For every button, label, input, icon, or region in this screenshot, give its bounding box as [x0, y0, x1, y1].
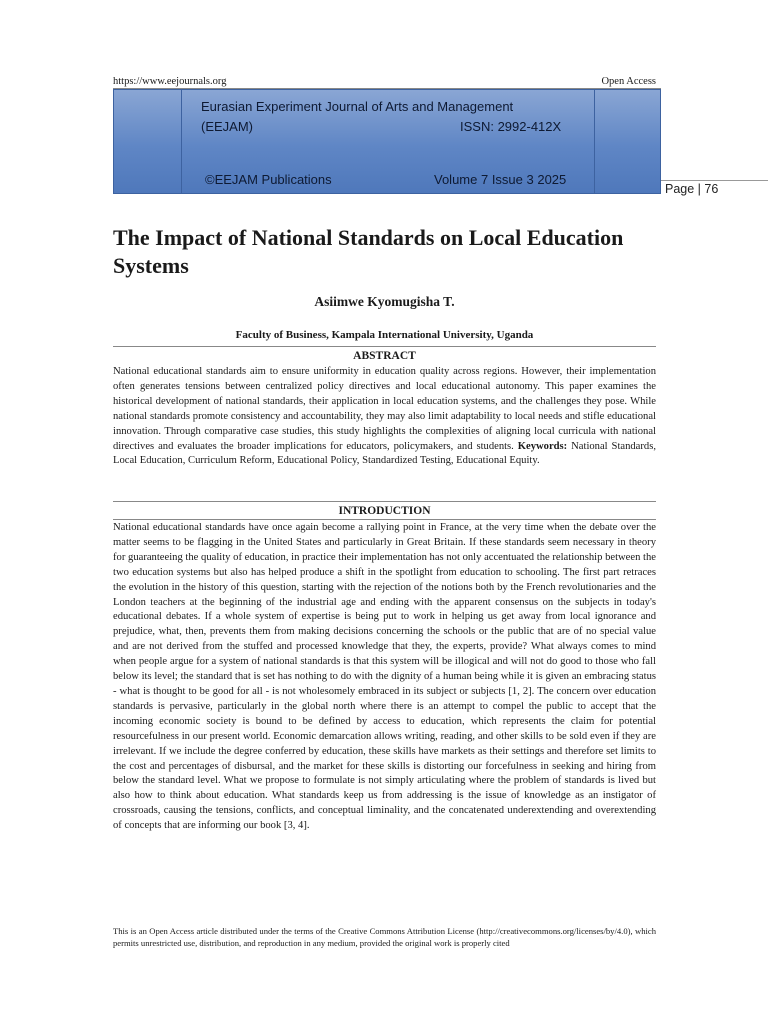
journal-banner [113, 89, 661, 194]
abstract-body [113, 365, 656, 469]
keywords-text: National Standards, Local Education, Curriculum Reform, Educational Policy, Standardized Testing, Educational Equity. [113, 440, 656, 467]
author-name: Asiimwe Kyomugisha T. [314, 294, 455, 309]
introduction-body: National educational standards have once again become a rallying point in France, at the very time when the debate over the matter seems to be flagging in the United States and particularly in Great Britain. If these standards seem necessary in theory for guaranteeing the quality of education, in practice their implementation has not only accentuated the relationship between the two education systems but also has helped produce a shift in the spotlight from education to schooling. The first part retraces the evolution in the history of this question, starting with the rejection of the notions both by the French revolutionaries and the London teachers at the beginning of the industrial age and ending with the apparent consensus on the subjects in today's educational debates. If a whole system of expertise is being put to work in helping us get away from local ignorance and prejudice, what, then, prevents them from making decisions concerning the schools or the public that are of no special value and are not derived from the stuffed and processed knowledge that they, the experts, provide? What always comes to mind when people argue for a system of national standards is that this system will be illogical and will not do good to those who fall below its level; the standard that is set has nothing to do with the dignity of a human being while it is given an embracing status - what is thought to be good for all - is not wholesomely embraced in its subject or subjects [1, 2]. The concern over education standards is pervasive, particularly in the global north where there is an attempt to compel the public to accept that the incoming economic society is bound to be defined by access to education, which represents the claim for potential resourcefulness in our present world. Economic demarcation allows writing, reading, and other skills to be sold even if they are irrelevant. If we include the degree conferred by education, these skills have markets as their settings and therefore set limits to the cost and percentages of disbursal, and the market for these skills is distorting our forcefulness in seeking and hiring from below the standard level. What we propose to formulate is not simply articulating where the problem of standards is lived but also how to think about education. What standards keep us from addressing is the issue of knowledge as an instigator of crossroads, causing the tensions, conflicts, and conceptual liminality, and the concatenated underextending and overextending of concepts that are informing our book [3, 4]. [113, 522, 656, 832]
abstract-text: National educational standards aim to ensure uniformity in education quality across regions. However, their implementation often generates tensions between centralized policy directives and local educational autonomy. This paper examines the historical development of national standards, their application in local education systems, and the challenges they pose. While national standards promote consistency and accountability, they may also limit adaptability to local needs and stifle educational innovation. Through comparative case studies, this study highlights the complexities of aligning local curricula with national directives and evaluates the broader implications for educators, policymakers, and students. [113, 366, 656, 452]
abstract-heading: ABSTRACT [353, 350, 416, 362]
abstract-bottom-rule [113, 501, 656, 502]
page-number: Page | 76 [665, 182, 719, 196]
page-number-rule [661, 180, 768, 181]
open-access-label: Open Access [601, 76, 656, 87]
journal-issn: ISSN: 2992-412X [460, 119, 562, 134]
journal-name: Eurasian Experiment Journal of Arts and Management [201, 99, 514, 114]
article-title: The Impact of National Standards on Local Education Systems [113, 225, 624, 278]
journal-url[interactable]: https://www.eejournals.org [113, 76, 227, 87]
publisher: ©EEJAM Publications [205, 172, 332, 187]
license-footer: This is an Open Access article distributed under the terms of the Creative Commons Attribution License (http://creativecommons.org/licenses/by/4.0), which permits unrestricted use, distribution, and reproduction in any medium, provided the original work is properly cited [113, 926, 656, 948]
keywords-label: Keywords: [517, 440, 568, 452]
introduction-heading: INTRODUCTION [338, 505, 431, 517]
banner-divider-right [594, 90, 595, 193]
journal-abbrev: (EEJAM) [201, 119, 253, 134]
volume-issue: Volume 7 Issue 3 2025 [434, 172, 567, 187]
author-affiliation: Faculty of Business, Kampala International University, Uganda [235, 329, 534, 341]
banner-divider-left [181, 90, 182, 193]
introduction-rule [113, 519, 656, 520]
abstract-top-rule [113, 346, 656, 347]
